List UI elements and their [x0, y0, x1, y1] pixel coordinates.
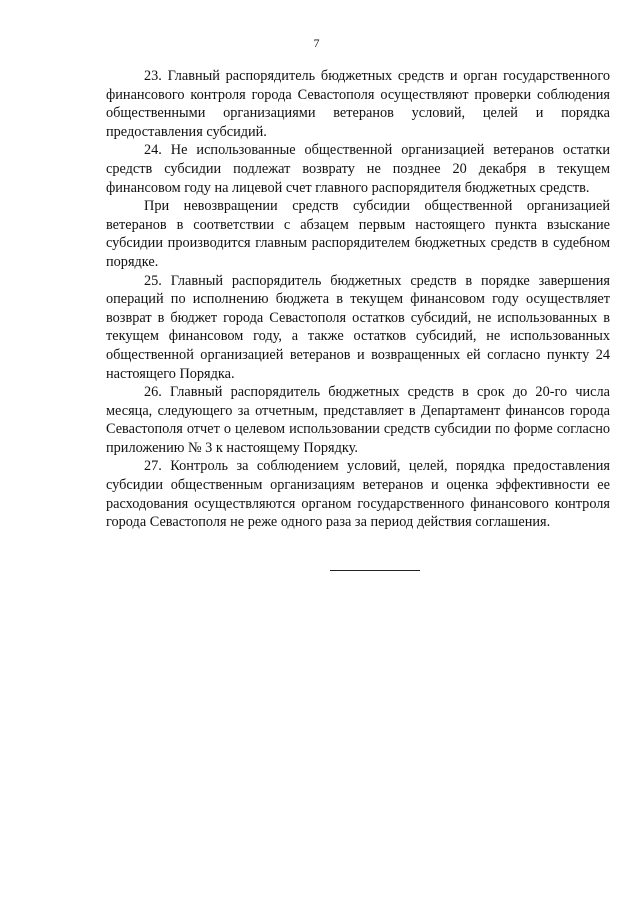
closing-divider — [330, 570, 420, 571]
paragraph-26: 26. Главный распорядитель бюджетных средств в срок до 20-го числа месяца, следующего за отчетным, представляет в Департамент финансов города Севастополя отчет о целевом использовании средств субсидии по форме согласно приложению № 3 к настоящему Порядку. — [106, 384, 610, 456]
paragraph-24: 24. Не использованные общественной организацией ветеранов остатки средств субсидии подлежат возврату не позднее 20 декабря в текущем финансовом году на лицевой счет главного распорядителя бюджетных средств. — [106, 142, 610, 196]
document-body — [106, 67, 610, 532]
paragraph-23: 23. Главный распорядитель бюджетных средств и орган государственного финансового контроля города Севастополя осуществляют проверки соблюдения общественными организациями ветеранов условий, целей и порядка предоставления субсидий. — [106, 68, 610, 140]
paragraph-25: 25. Главный распорядитель бюджетных средств в порядке завершения операций по исполнению бюджета в текущем финансовом году осуществляет возврат в бюджет города Севастополя остатков субсидий, не использованных в текущем финансовом году, а также остатков субсидий, не использованных общественной организацией ветеранов и возвращенных ей согласно пункту 24 настоящего Порядка. — [106, 272, 610, 382]
paragraph-24-recovery: При невозвращении средств субсидии общественной организацией ветеранов в соответствии с абзацем первым настоящего пункта взыскание субсидии производится главным распорядителем бюджетных средств в судебном порядке. — [106, 198, 610, 270]
paragraph-27: 27. Контроль за соблюдением условий, целей, порядка предоставления субсидии общественным организациям ветеранов и оценка эффективности ее расходования осуществляются органом государственного финансового контроля города Севастополя не реже одного раза за период действия соглашения. — [106, 458, 610, 531]
page-number: 7 — [313, 36, 320, 50]
